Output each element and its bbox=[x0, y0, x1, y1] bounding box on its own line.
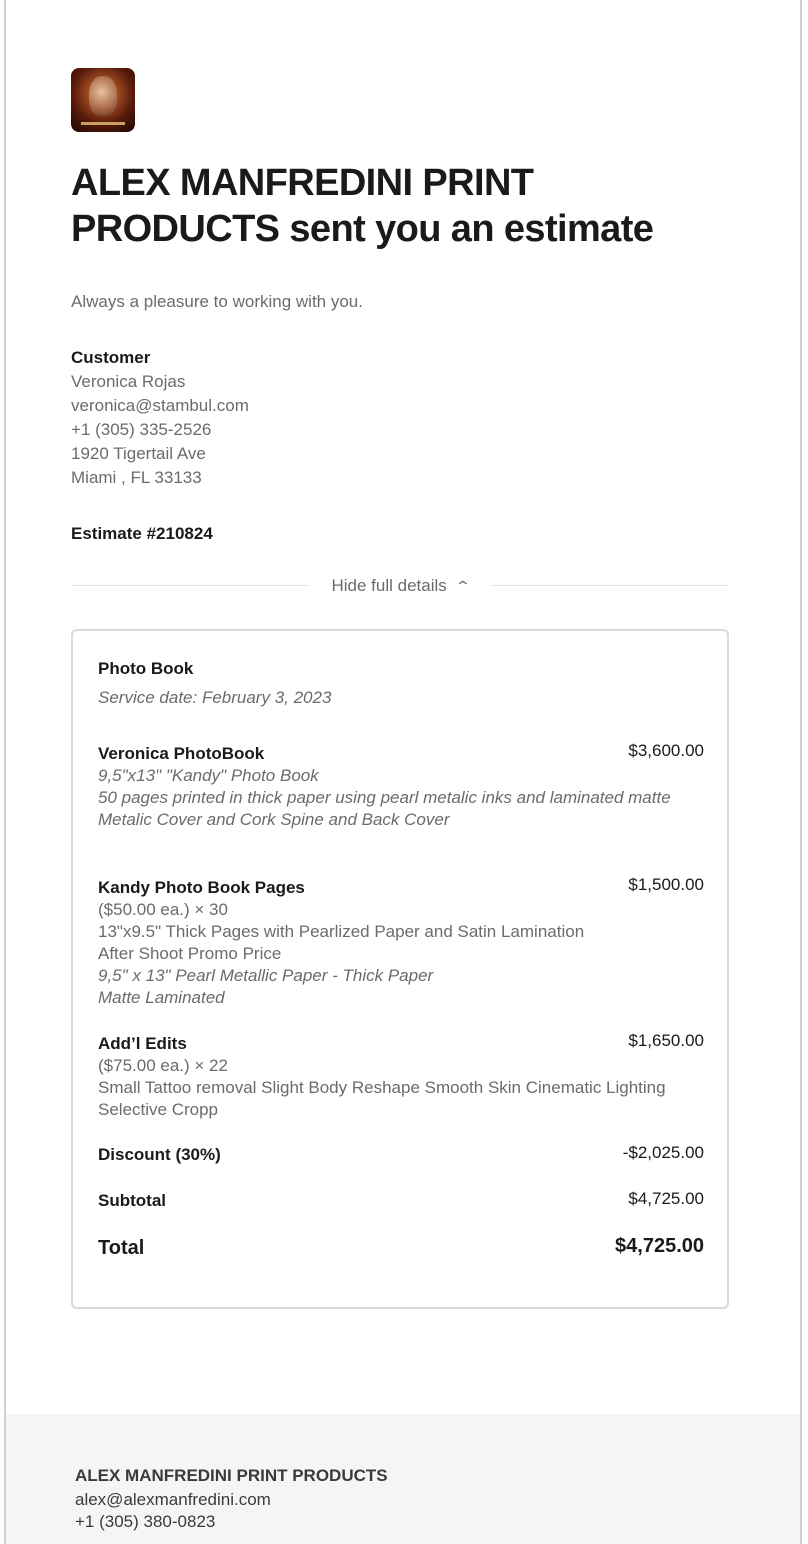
business-logo bbox=[71, 68, 135, 132]
footer-business-name: ALEX MANFREDINI PRINT PRODUCTS bbox=[75, 1466, 388, 1485]
line-item bbox=[98, 743, 704, 831]
customer-address-line2: Miami , FL 33133 bbox=[71, 468, 202, 487]
line-item-name: Kandy Photo Book Pages bbox=[98, 878, 305, 897]
line-item-description: 13"x9.5" Thick Pages with Pearlized Paper and Satin Lamination bbox=[98, 922, 585, 941]
hide-details-label: Hide full details bbox=[331, 576, 447, 595]
customer-phone: +1 (305) 335-2526 bbox=[71, 420, 212, 439]
line-item bbox=[98, 1033, 704, 1121]
line-item-description: Matte Laminated bbox=[98, 988, 225, 1007]
customer-address-line1: 1920 Tigertail Ave bbox=[71, 444, 206, 463]
footer-phone: +1 (305) 380-0823 bbox=[75, 1512, 216, 1531]
logo-portrait bbox=[89, 76, 117, 116]
discount-row bbox=[98, 1145, 704, 1165]
line-item-description: 9,5" x 13" Pearl Metallic Paper - Thick Paper bbox=[98, 966, 434, 985]
line-item-description: Small Tattoo removal Slight Body Reshape Smooth Skin Cinematic Lighting Selective Cropp bbox=[98, 1078, 666, 1119]
customer-email: veronica@stambul.com bbox=[71, 396, 249, 415]
divider-right bbox=[491, 585, 729, 586]
subtotal-label: Subtotal bbox=[98, 1191, 166, 1210]
line-item-name: Add’l Edits bbox=[98, 1034, 187, 1053]
line-item-price: $1,650.00 bbox=[628, 1031, 704, 1050]
line-item-description: After Shoot Promo Price bbox=[98, 944, 282, 963]
line-item-description: 9,5"x13" "Kandy" Photo Book bbox=[98, 766, 319, 785]
line-item bbox=[98, 877, 704, 1009]
estimate-details-card bbox=[71, 629, 729, 1309]
line-item-description: 50 pages printed in thick paper using pearl metalic inks and laminated matte bbox=[98, 788, 671, 807]
subtotal-value: $4,725.00 bbox=[628, 1189, 704, 1208]
estimate-memo: Always a pleasure to working with you. bbox=[71, 292, 363, 311]
service-date: Service date: February 3, 2023 bbox=[98, 688, 332, 707]
line-item-description: Metalic Cover and Cork Spine and Back Cover bbox=[98, 810, 450, 829]
logo-caption-strip bbox=[81, 122, 125, 125]
customer-label: Customer bbox=[71, 348, 151, 367]
hide-details-button[interactable] bbox=[309, 574, 491, 598]
total-row bbox=[98, 1237, 704, 1260]
estimate-number: Estimate #210824 bbox=[71, 524, 213, 543]
total-value: $4,725.00 bbox=[615, 1235, 704, 1257]
chevron-up-icon: ⌃ bbox=[454, 577, 471, 594]
service-title: Photo Book bbox=[98, 659, 194, 678]
line-item-quantity: ($75.00 ea.) × 22 bbox=[98, 1056, 228, 1075]
discount-label: Discount (30%) bbox=[98, 1145, 221, 1164]
discount-value: -$2,025.00 bbox=[622, 1143, 704, 1162]
line-item-name: Veronica PhotoBook bbox=[98, 744, 265, 763]
line-item-price: $3,600.00 bbox=[628, 741, 704, 760]
page-title: ALEX MANFREDINI PRINT PRODUCTS sent you an estimate bbox=[71, 162, 654, 250]
line-item-price: $1,500.00 bbox=[628, 875, 704, 894]
subtotal-row bbox=[98, 1191, 704, 1211]
customer-name: Veronica Rojas bbox=[71, 372, 186, 391]
footer-email: alex@alexmanfredini.com bbox=[75, 1490, 271, 1509]
divider-left bbox=[71, 585, 309, 586]
total-label: Total bbox=[98, 1237, 145, 1259]
details-toggle-row bbox=[71, 574, 729, 598]
footer bbox=[6, 1414, 800, 1544]
line-item-quantity: ($50.00 ea.) × 30 bbox=[98, 900, 228, 919]
